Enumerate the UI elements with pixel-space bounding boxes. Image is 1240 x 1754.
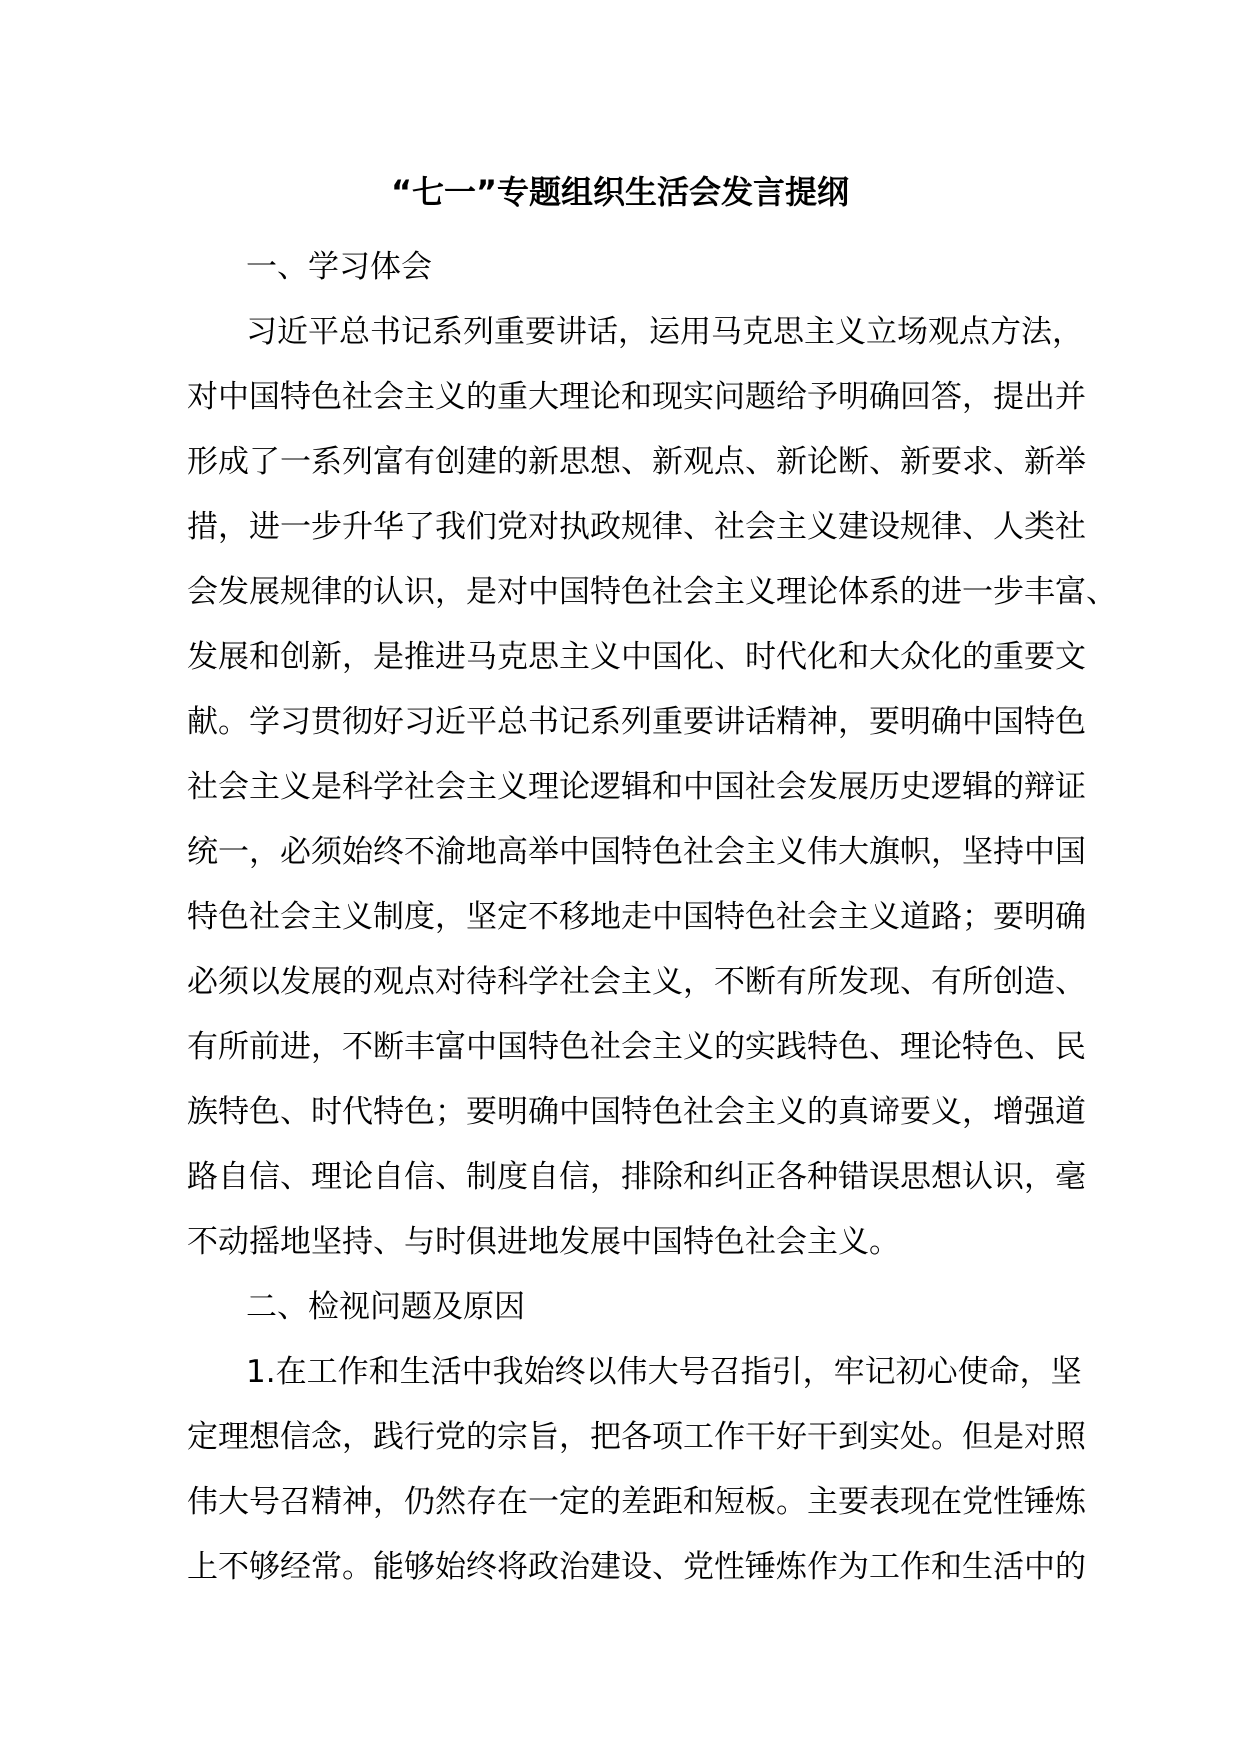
paragraph-line: 必须以发展的观点对待科学社会主义，不断有所发现、有所创造、 — [187, 964, 1086, 1000]
section-heading: 一、学习体会 — [246, 249, 432, 285]
paragraph-line: 1.在工作和生活中我始终以伟大号召指引，牢记初心使命，坚 — [246, 1354, 1082, 1390]
paragraph-line: 定理想信念，践行党的宗旨，把各项工作干好干到实处。但是对照 — [187, 1419, 1086, 1455]
paragraph-line: 特色社会主义制度，坚定不移地走中国特色社会主义道路；要明确 — [187, 899, 1086, 935]
paragraph-line: 路自信、理论自信、制度自信，排除和纠正各种错误思想认识，毫 — [187, 1159, 1086, 1195]
paragraph-line: 会发展规律的认识，是对中国特色社会主义理论体系的进一步丰富、 — [187, 574, 1117, 610]
paragraph-line: 对中国特色社会主义的重大理论和现实问题给予明确回答，提出并 — [187, 379, 1086, 415]
paragraph-line: 上不够经常。能够始终将政治建设、党性锤炼作为工作和生活中的 — [187, 1549, 1086, 1585]
paragraph-line: 措，进一步升华了我们党对执政规律、社会主义建设规律、人类社 — [187, 509, 1086, 545]
section-heading: 二、检视问题及原因 — [246, 1289, 525, 1325]
paragraph-line: 社会主义是科学社会主义理论逻辑和中国社会发展历史逻辑的辩证 — [187, 769, 1086, 805]
paragraph-line: 伟大号召精神，仍然存在一定的差距和短板。主要表现在党性锤炼 — [187, 1484, 1086, 1520]
paragraph-line: 形成了一系列富有创建的新思想、新观点、新论断、新要求、新举 — [187, 444, 1086, 480]
paragraph-line: 有所前进，不断丰富中国特色社会主义的实践特色、理论特色、民 — [187, 1029, 1086, 1065]
paragraph-line: 习近平总书记系列重要讲话，运用马克思主义立场观点方法， — [246, 314, 1083, 350]
document-title: “七一”专题组织生活会发言提纲 — [390, 173, 850, 211]
paragraph-line: 族特色、时代特色；要明确中国特色社会主义的真谛要义，增强道 — [187, 1094, 1086, 1130]
paragraph-line: 不动摇地坚持、与时俱进地发展中国特色社会主义。 — [187, 1224, 900, 1260]
paragraph-line: 统一，必须始终不渝地高举中国特色社会主义伟大旗帜，坚持中国 — [187, 834, 1086, 870]
paragraph-line: 发展和创新，是推进马克思主义中国化、时代化和大众化的重要文 — [187, 639, 1086, 675]
paragraph-line: 献。学习贯彻好习近平总书记系列重要讲话精神，要明确中国特色 — [187, 704, 1086, 740]
